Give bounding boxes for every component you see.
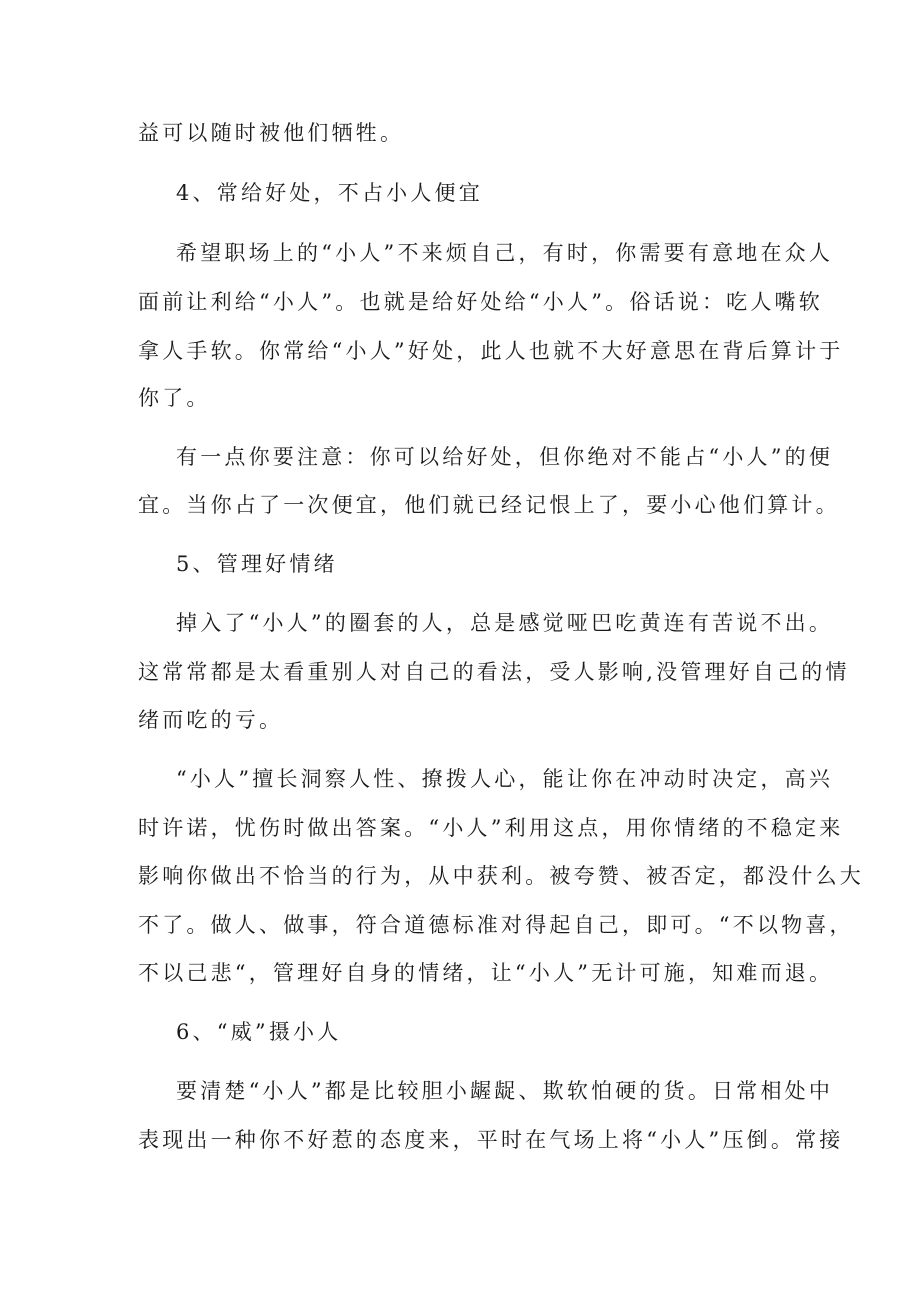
paragraph-line: 不以己悲“，管理好自身的情绪，让“小人”无计可施，知难而退。	[138, 961, 834, 985]
paragraph-line: 不了。做人、做事，符合道德标准对得起自己，即可。“不以物喜，	[138, 913, 854, 937]
paragraph-line: 绪而吃的亏。	[138, 708, 284, 732]
section-heading-6: 6、“威”摄小人	[176, 1020, 342, 1044]
paragraph-line: 要清楚“小人”都是比较胆小龌龊、欺软怕硬的货。日常相处中	[176, 1079, 834, 1103]
paragraph-line: “小人”擅长洞察人性、撩拨人心，能让你在冲动时决定，高兴	[176, 767, 834, 791]
paragraph-line: 有一点你要注意：你可以给好处，但你绝对不能占“小人”的便	[176, 445, 834, 469]
paragraph-line: 你了。	[138, 386, 211, 410]
paragraph-line: 这常常都是太看重别人对自己的看法，受人影响,没管理好自己的情	[138, 660, 850, 684]
section-heading-4: 4、常给好处，不占小人便宜	[176, 181, 483, 205]
section-heading-5: 5、管理好情绪	[176, 552, 338, 576]
paragraph-line: 影响你做出不恰当的行为，从中获利。被夸赞、被否定，都没什么大	[138, 864, 864, 888]
paragraph-line: 面前让利给“小人”。也就是给好处给“小人”。俗话说：吃人嘴软	[138, 290, 823, 314]
paragraph-line: 掉入了“小人”的圈套的人，总是感觉哑巴吃黄连有苦说不出。	[176, 611, 834, 635]
paragraph-line: 时许诺，忧伤时做出答案。“小人”利用这点，用你情绪的不稳定来	[138, 816, 844, 840]
paragraph-line: 表现出一种你不好惹的态度来，平时在气场上将“小人”压倒。常接	[138, 1128, 844, 1152]
paragraph-line: 益可以随时被他们牺牲。	[138, 121, 405, 145]
paragraph-line: 希望职场上的“小人”不来烦自己，有时，你需要有意地在众人	[176, 241, 834, 265]
paragraph-line: 拿人手软。你常给“小人”好处，此人也就不大好意思在背后算计于	[138, 339, 844, 363]
paragraph-line: 宜。当你占了一次便宜，他们就已经记恨上了，要小心他们算计。	[138, 493, 840, 517]
